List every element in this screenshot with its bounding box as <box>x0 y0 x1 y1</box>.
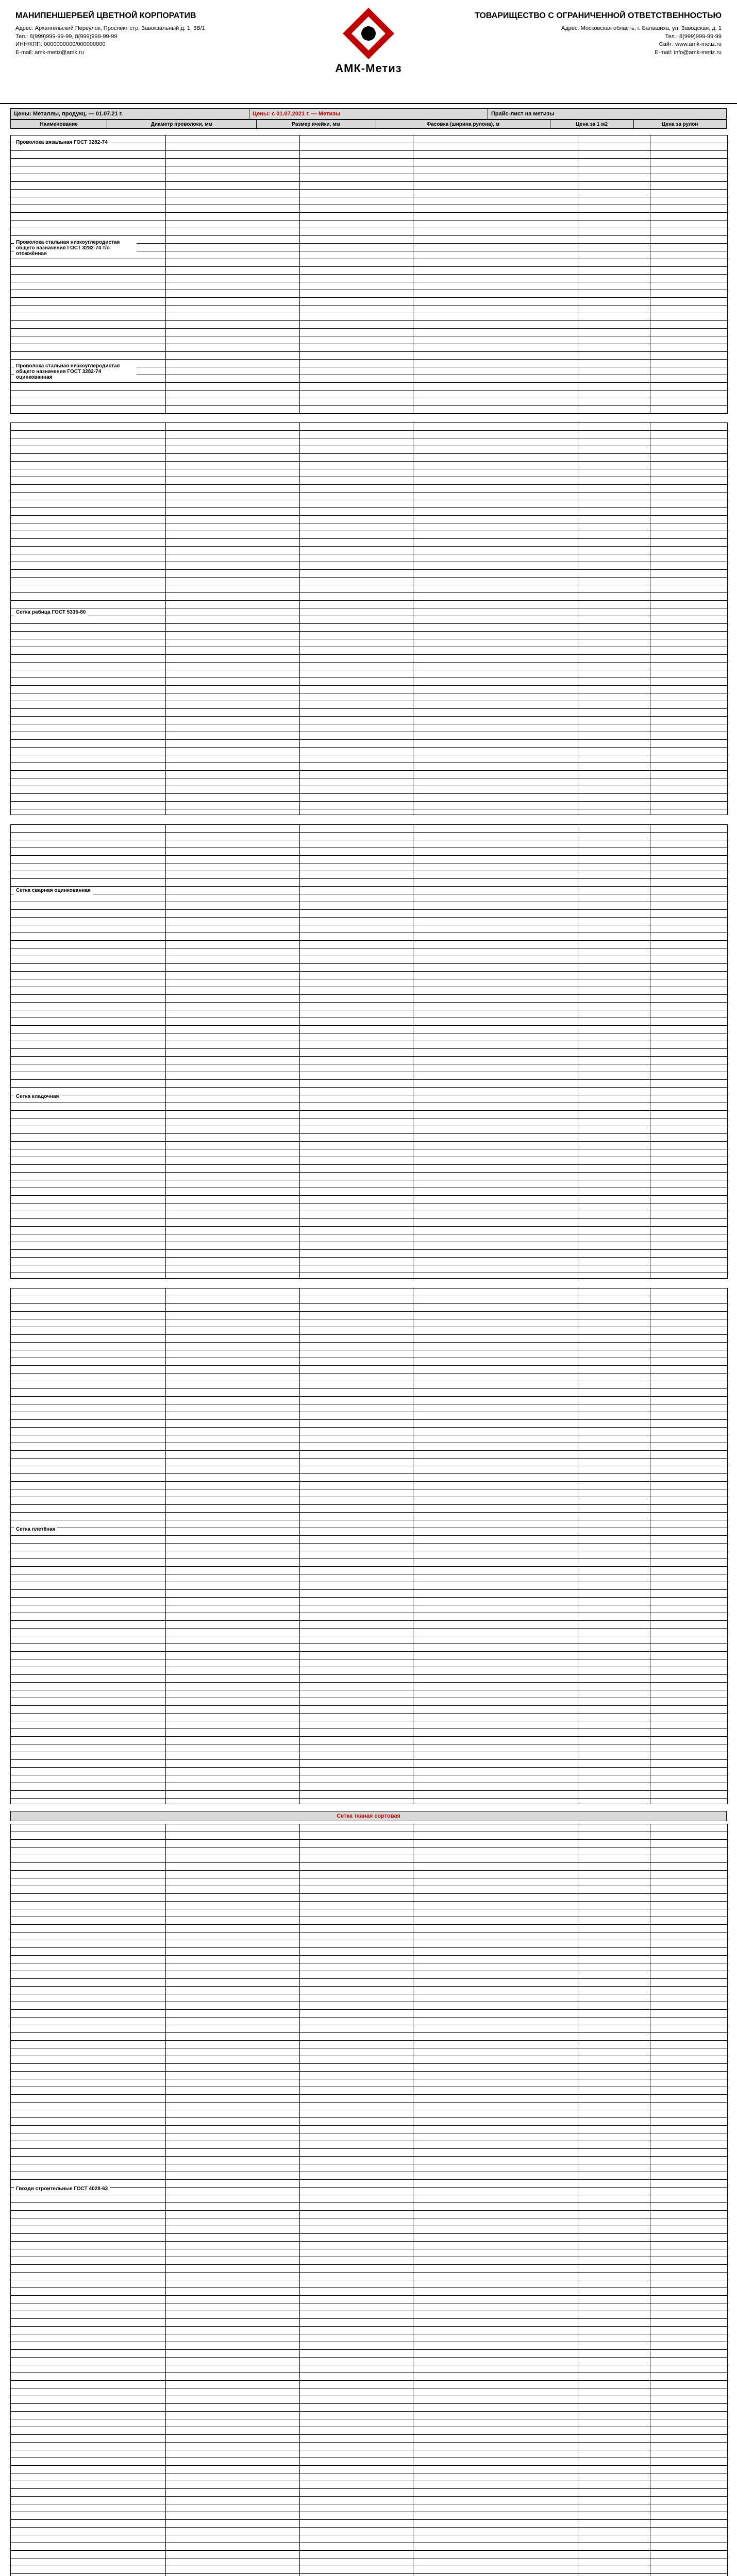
section-block <box>10 135 728 414</box>
price-bar-c: Прайс-лист на метизы <box>491 111 555 117</box>
price-bar <box>10 108 727 129</box>
right-line: E-mail: info@amk-metiz.ru <box>655 49 722 56</box>
col-header: Наименование <box>11 120 107 129</box>
company-logo <box>317 5 420 75</box>
left-line: Адрес: Архангельский Переулок, Проспект стр. Завокзальный д. 1, 3В/1 <box>15 25 205 32</box>
section-label: Гвозди строительные ГОСТ 4028-63 <box>14 2185 110 2193</box>
section-label: Сетка кладочная <box>14 1093 61 1100</box>
price-bar-a: Цены: Металлы, продукц. — 01.07.21 г. <box>11 109 249 119</box>
column-header-row <box>10 120 727 129</box>
col-header: Диаметр проволоки, мм <box>107 120 256 129</box>
section-block <box>10 1824 728 2576</box>
section-block <box>10 422 728 815</box>
section-label: Сетка сварная оцинкованная <box>14 887 93 894</box>
right-company-title: ТОВАРИЩЕСТВО С ОГРАНИЧЕННОЙ ОТВЕТСТВЕННОСТЬЮ <box>475 11 722 20</box>
price-bar-b: Цены: c 01.07.2021 г. — Метизы <box>249 109 488 119</box>
right-line: Сайт: www.amk-metiz.ru <box>659 41 722 48</box>
company-header <box>0 0 737 104</box>
right-company-block <box>454 10 722 57</box>
col-header: Цена за 1 м2 <box>550 120 633 129</box>
section-label: Проволока стальная низкоуглеродистая общего назначения ГОСТ 3282-74 оцинкованная <box>14 362 137 381</box>
right-line: Адрес: Московская область, г. Балашиха, ул. Заводская, д. 1 <box>561 25 722 32</box>
section-label: Сетка рабица ГОСТ 5336-80 <box>14 608 88 616</box>
left-line: Тел.: 8(999)999-99-99, 8(999)999-99-99 <box>15 33 118 40</box>
mid-title: Сетка тканая сортовая <box>10 1811 727 1821</box>
mid-title-bar <box>10 1811 727 1821</box>
logo-mark-icon <box>338 5 399 62</box>
section-label: Проволока стальная низкоуглеродистая общего назначения ГОСТ 3282-74 т/о отожжённая <box>14 239 137 258</box>
left-company-title: МАНИПЕНШЕРБЕЙ ЦВЕТНОЙ КОРПОРАТИВ <box>15 11 196 20</box>
col-header: Фасовка (ширина рулона), м <box>376 120 550 129</box>
section-label: Сетка плетёная <box>14 1526 57 1533</box>
left-line: E-mail: amk-metiz@amk.ru <box>15 49 84 56</box>
logo-text: АМК-Метиз <box>335 62 402 75</box>
left-company-block <box>15 10 283 57</box>
section-block <box>10 1288 728 1804</box>
section-label: Проволока вязальная ГОСТ 3282-74 <box>14 139 110 146</box>
right-line: Тел.: 8(999)999-99-99 <box>665 33 722 40</box>
left-line: ИНН/КПП: 0000000000/000000000 <box>15 41 106 48</box>
col-header: Размер ячейки, мм <box>256 120 376 129</box>
col-header: Цена за рулон <box>633 120 727 129</box>
section-block <box>10 824 728 1279</box>
